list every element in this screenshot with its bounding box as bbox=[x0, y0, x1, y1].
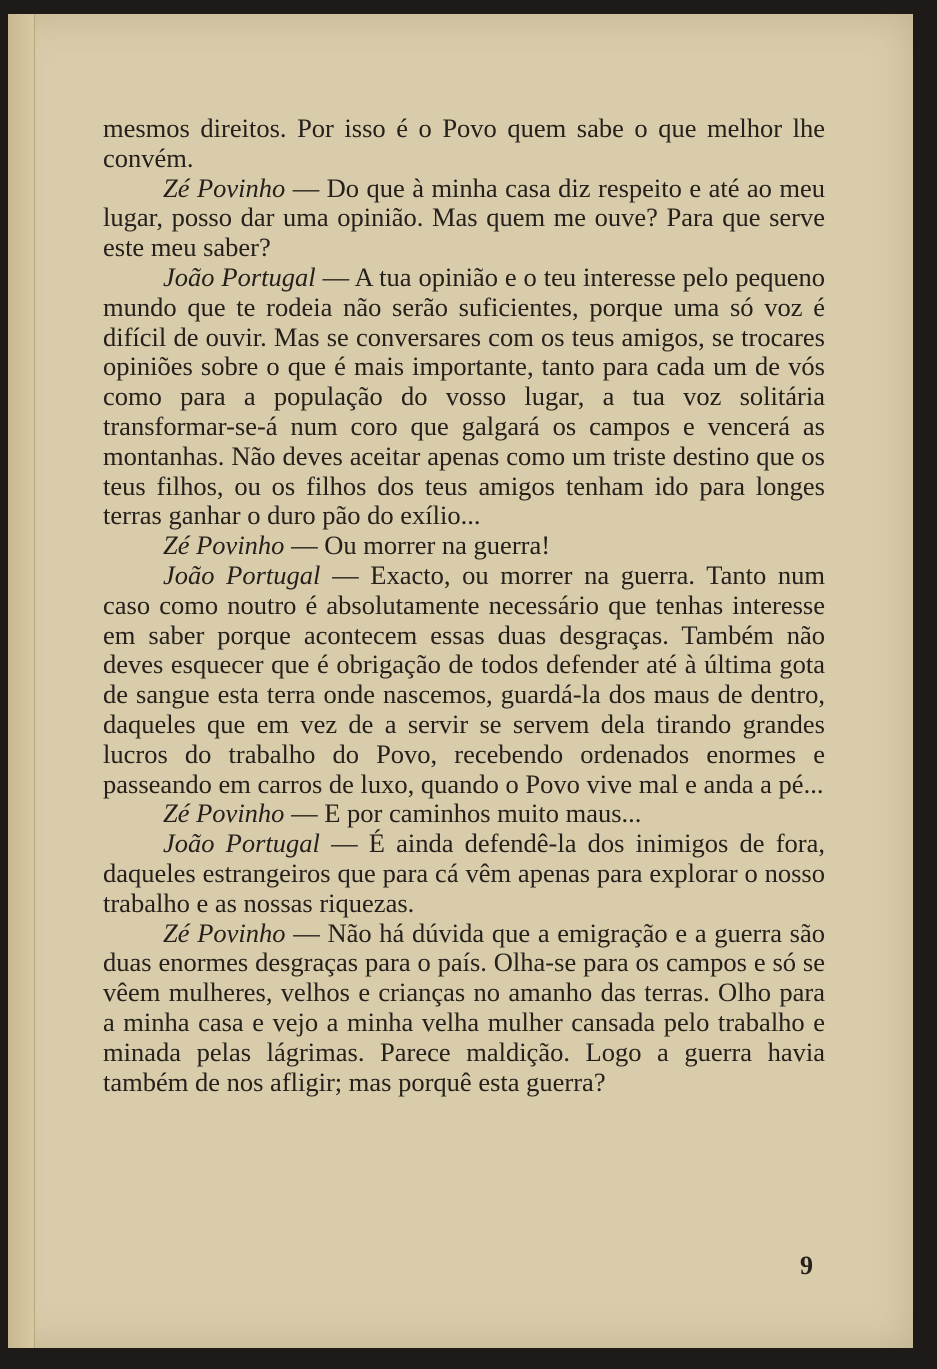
dialogue-paragraph bbox=[103, 561, 825, 799]
speaker-name: Zé Povinho bbox=[163, 172, 286, 203]
speaker-name: João Portugal bbox=[163, 261, 316, 292]
dialogue-paragraph bbox=[103, 174, 825, 263]
dialogue-paragraph bbox=[103, 531, 825, 561]
dialogue-text: — Não há dúvida que a emigração e a guerra são duas enormes desgraças para o país. Olha-se para os campos e só se vêem mulheres, velhos e crianças no amanho das terras. Olho para a minha casa e vejo a minha velha mulher cansada pelo trabalho e minada pelas lágrimas. Parece maldição. Logo a guerra havia também de nos afligir; mas porquê esta guerra? bbox=[103, 917, 826, 1097]
dialogue-text: — Do que à minha casa diz respeito e até ao meu lugar, posso dar uma opinião. Mas quem me ouve? Para que serve este meu saber? bbox=[103, 172, 825, 263]
paragraph bbox=[103, 114, 825, 174]
dialogue-paragraph bbox=[103, 263, 825, 531]
paragraph-text: mesmos direitos. Por isso é o Povo quem sabe o que melhor lhe convém. bbox=[103, 113, 825, 173]
dialogue-text: — E por caminhos muito maus... bbox=[284, 798, 642, 829]
speaker-name: Zé Povinho bbox=[163, 530, 285, 561]
speaker-name: João Portugal bbox=[163, 828, 320, 859]
dialogue-text: — É ainda defendê-la dos inimigos de fora, daqueles estrangeiros que para cá vêm apenas para explorar o nosso trabalho e as nossas riquezas. bbox=[103, 828, 825, 918]
speaker-name: Zé Povinho bbox=[163, 798, 285, 829]
book-page bbox=[8, 14, 913, 1348]
dialogue-text: — Exacto, ou morrer na guerra. Tanto num caso como noutro é absolutamente necessário que tenhas interesse em saber porque acontecem essas duas desgraças. Também não deves esquecer que é obrigação de todos defender até à última gota de sangue esta terra onde nascemos, guardá-la dos maus de dentro, daqueles que em vez de a servir se servem dela tirando grandes lucros do trabalho do Povo, recebendo ordenados enormes e passeando em carros de luxo, quando o Povo vive mal e anda a pé... bbox=[103, 559, 825, 799]
dialogue-text: — Ou morrer na guerra! bbox=[284, 530, 551, 561]
dialogue-text: — A tua opinião e o teu interesse pelo pequeno mundo que te rodeia não serão suficientes, porque uma só voz é difícil de ouvir. Mas se conversares com os teus amigos, se trocares opiniões sobre o que é mais importante, tanto para cada um de vós como para a população do vosso lugar, a tua voz solitária transformar-se-á num coro que galgará os campos e vencerá as montanhas. Não deves aceitar apenas como um triste destino que os teus filhos, ou os filhos dos teus amigos tenham ido para longes terras ganhar o duro pão do exílio... bbox=[103, 261, 825, 531]
page-number: 9 bbox=[800, 1251, 813, 1280]
speaker-name: João Portugal bbox=[163, 559, 321, 590]
dialogue-paragraph bbox=[103, 829, 825, 918]
speaker-name: Zé Povinho bbox=[163, 917, 286, 948]
page-text bbox=[103, 114, 825, 1097]
dialogue-paragraph bbox=[103, 799, 825, 829]
page-binding bbox=[8, 14, 35, 1348]
dialogue-paragraph bbox=[103, 919, 825, 1098]
